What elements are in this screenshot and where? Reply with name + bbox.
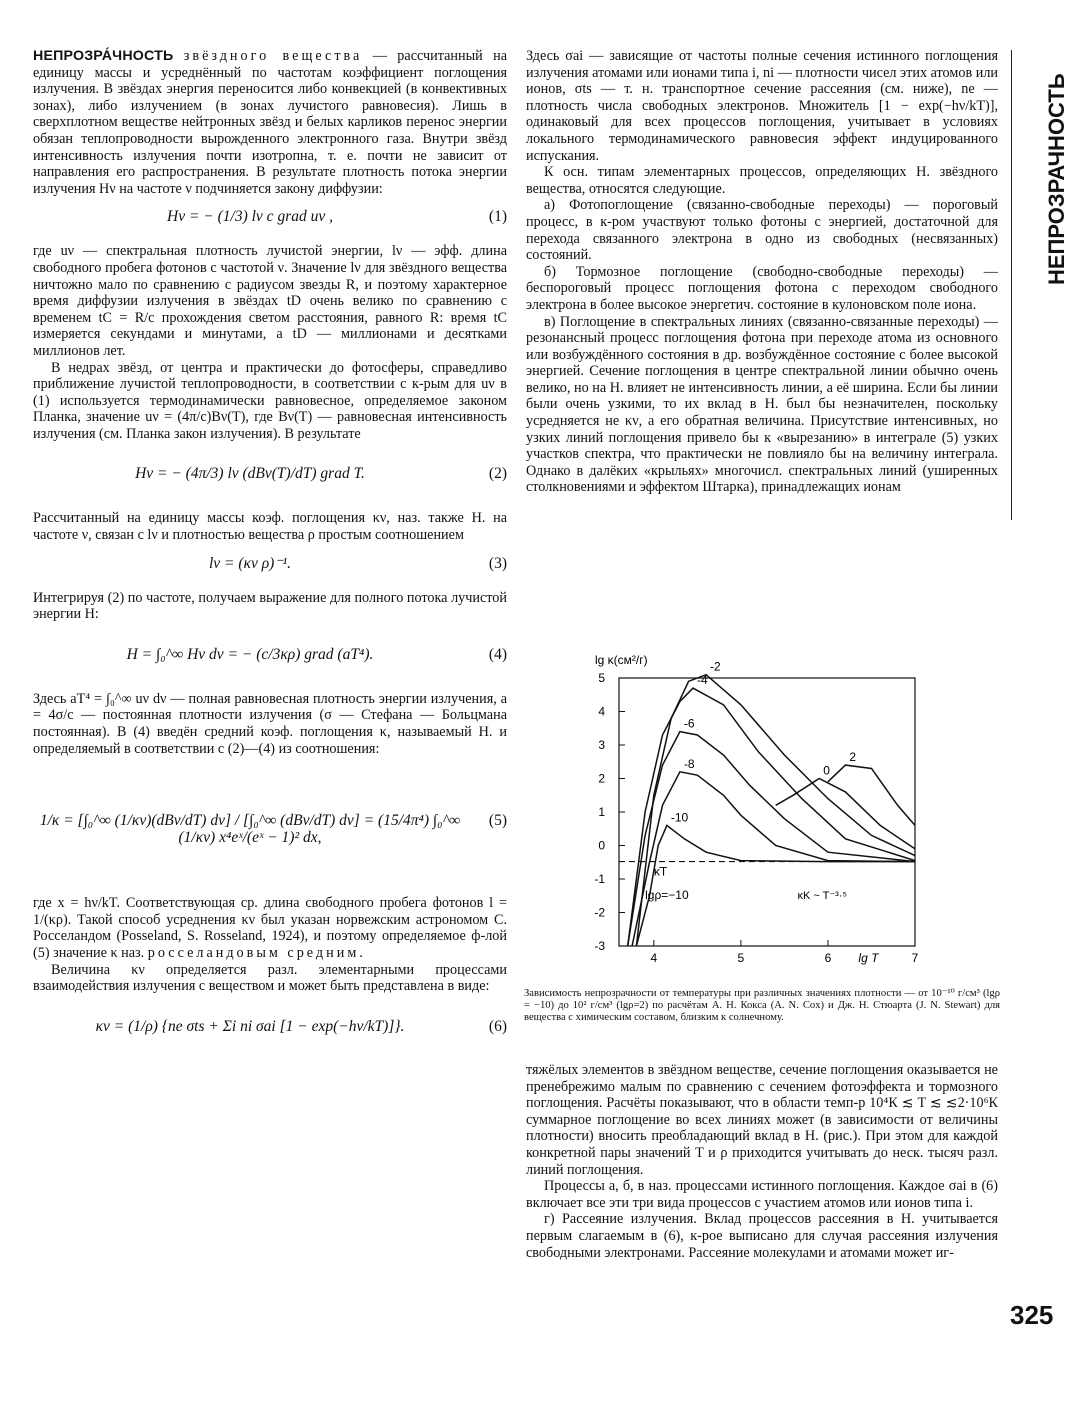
x-tick-label: 5 <box>737 951 745 965</box>
equation-1-number: (1) <box>488 208 507 226</box>
term-rosseland-mean: росселандовым средним. <box>147 945 366 961</box>
equation-3-number: (3) <box>488 554 507 572</box>
y-tick-label: -3 <box>594 939 605 953</box>
equation-3-formula: lν = (κν ρ)⁻¹. <box>208 554 292 572</box>
y-tick-label: 1 <box>598 805 605 819</box>
paragraph: а) Фотопоглощение (связанно-свободные переходы) — пороговый процесс, в к-ром участвуют только фотоны с энергией, достаточной для перехода связанного электрона в одно из свободных (несвязанных) состояний. <box>526 197 998 264</box>
equation-4-number: (4) <box>488 645 507 663</box>
equation-1 <box>33 203 507 237</box>
opacity-chart-svg <box>575 650 935 970</box>
plot-frame <box>619 678 915 946</box>
y-tick-label: -1 <box>594 872 605 886</box>
equation-2-formula: Hν = − (4π/3) lν (dBν(T)/dT) grad T. <box>135 465 365 483</box>
paragraph: б) Тормозное поглощение (свободно-свободные переходы) — беспороговый процесс поглощения фотона с переходом свободного электрона в более высокое энергетич. состояние в кулоновском поле иона. <box>526 263 998 313</box>
x-tick-label: 6 <box>824 951 832 965</box>
paragraph: Здесь aT⁴ = ∫₀^∞ uν dν — полная равновесная плотность энергии излучения, a = 4σ/c — постоянная плотности излучения (σ — Стефана — Больцмана постоянная). В (4) введён средний коэф. поглощения κ, называемый Н. и определяемый в соответствии с (2)—(4) из соотношения: <box>33 690 507 757</box>
paragraph: Величина κν определяется разл. элементарными процессами взаимодействия излучения с веществом и может быть представлена в виде: <box>33 961 507 995</box>
series-label: -4 <box>697 673 708 688</box>
running-head <box>1016 60 1069 300</box>
equation-6-formula: κν = (1/ρ) {ne σts + Σi ni σai [1 − exp(−hν/kT)]}. <box>95 1017 405 1035</box>
equation-4 <box>33 629 507 685</box>
equation-6-number: (6) <box>488 1017 507 1035</box>
series-line <box>632 772 915 946</box>
series-label: -10 <box>670 810 689 825</box>
paragraph: Интегрируя (2) по частоте, получаем выражение для полного потока лучистой энергии H: <box>33 589 507 623</box>
equation-5-formula: 1/κ = [∫₀^∞ (1/κν)(dBν/dT) dν] / [∫₀^∞ (dBν/dT) dν] = (15/4π⁴) ∫₀^∞ (1/κν) x⁴eˣ/(eˣ − 1)² dx, <box>39 812 461 846</box>
series-label: 2 <box>849 750 857 765</box>
right-column-continued <box>526 1062 998 1261</box>
figure-caption-text: Зависимость непрозрачности от температуры при различных значениях плотности — от 10⁻¹⁰ г/см³ (lgρ = −10) до 10² г/см³ (lgρ=2) по расчётам А. Н. Кокса (A. N. Cox) и Дж. Н. Стюарта (J. N. Stewart) для вещества с химическим составом, близким к солнечному. <box>524 987 1000 1023</box>
series-label: 0 <box>823 763 830 778</box>
series-line <box>636 825 915 946</box>
label-lgrho: lgρ=−10 <box>645 888 689 903</box>
y-tick-label: 4 <box>598 704 605 719</box>
equation-5-number: (5) <box>488 812 507 830</box>
intro-paragraph <box>33 48 507 197</box>
y-tick-label: 3 <box>598 738 605 752</box>
y-tick-label: 5 <box>598 671 605 685</box>
intro-text: — рассчитанный на единицу массы и усреднённый по частотам коэффициент поглощения излучения. В звёздах энергия переносится либо конвекцией (в конвективных зонах), либо излучением (в зонах лучистого равновесия). Лишь в сверхплотном веществе нейтронных звёзд и белых карликов перенос энергии обязан теплопроводности вырожденного электронного газа. Внутри звёзд интенсивность излучения почти изотропна, т. е. почти не зависит от направления его распространения. В результате плотность потока энергии излучения Hν на частоте ν подчиняется закону диффузии: <box>33 48 507 197</box>
paragraph: К осн. типам элементарных процессов, определяющих Н. звёздного вещества, относятся следующие. <box>526 164 998 197</box>
equation-1-formula: Hν = − (1/3) lν c grad uν , <box>167 208 333 226</box>
x-axis-label: lg T <box>858 951 879 965</box>
equation-3 <box>33 550 507 584</box>
series-label: -2 <box>710 659 721 674</box>
paragraph: где uν — спектральная плотность лучистой энергии, lν — эфф. длина свободного пробега фотонов с частотой ν. Значение lν для звёздного вещества ничтожно мало по сравнению с радиусом звезды R, и поэтому характерное время диффузии излучения в звёздах tD очень велико по сравнению с временем tC = R/c прохождения светом расстояния, равного R: время tC измеряется секундами и минутами, а tD — миллионами и десятками миллионов лет. <box>33 243 507 359</box>
paragraph: г) Рассеяние излучения. Вклад процессов рассеяния в Н. учитывается первым слагаемым в (6), к-рое выписано для случая рассеяния излучения свободными электронами. Рассеяние молекулами и атомами может иг- <box>526 1211 998 1261</box>
equation-5 <box>33 763 507 889</box>
left-column <box>33 48 507 1063</box>
x-tick-label: 7 <box>911 951 919 965</box>
y-axis-label: lg κ(см²/г) <box>595 653 648 667</box>
paragraph: тяжёлых элементов в звёздном веществе, сечение поглощения оказывается не пренебрежимо малым по сравнению с сечением фотоэффекта и тормозного поглощения. Расчёты показывают, что в области темп-р 10⁴К ≲ T ≲ ≲2·10⁶К суммарное поглощение во всех линиях может (в зависимости от величины плотности) вносить преобладающий вклад в Н. (рис.). При этом для каждой конкретной пары значений T и ρ приходится учитывать до неск. тысяч разл. линий поглощения. <box>526 1062 998 1178</box>
paragraph: Процессы а, б, в наз. процессами истинного поглощения. Каждое σai в (6) включает все эти три вида процессов с участием атомов или ионов типа i. <box>526 1178 998 1211</box>
paragraph-text: где x = hν/kT. Соответствующая ср. длина свободного пробега фотонов l = 1/(κρ). Такой способ усреднения κν был указан норвежским астрономом С. Росселандом (Рosseland, S. Rosseland, 1924), и поэтому определяемое ф-лой (5) значение κ наз. <box>33 895 507 961</box>
y-tick-label: 0 <box>598 838 605 853</box>
paragraph: Здесь σai — зависящие от частоты полные сечения истинного поглощения излучения атомами или ионами типа i, ni — плотности чисел этих атомов или ионов, σts — т. н. транспортное сечение рассеяния (см. ниже), ne — плотность числа свободных электронов. Множитель [1 − exp(−hν/kT)], одинаковый для всех процессов поглощения, учитывает в условиях локального термодинамического равновесия эффект индуцированного испускания. <box>526 48 998 164</box>
figure-caption <box>524 977 1000 1035</box>
series-line <box>628 732 915 946</box>
series-label: -6 <box>683 716 695 731</box>
paragraph <box>33 895 507 961</box>
paragraph: В недрах звёзд, от центра и практически до фотосферы, справедливо приближение лучистой теплопроводности, в соответствии с к-рым для uν в (1) используется термодинамически равновесное, определяемое законом Планка, значение uν = (4π/c)Bν(T), где Bν(T) — равновесная интенсивность излучения (см. Планка закон излучения). В результате <box>33 359 507 442</box>
paragraph: Рассчитанный на единицу массы коэф. поглощения κν, наз. также Н. на частоте ν, связан с lν и плотностью вещества ρ простым соотношением <box>33 510 507 544</box>
equation-4-formula: H = ∫₀^∞ Hν dν = − (c/3κρ) grad (aT⁴). <box>126 645 374 663</box>
opacity-chart <box>575 650 935 970</box>
y-tick-label: -2 <box>594 905 605 920</box>
series-label: -8 <box>683 756 695 771</box>
right-column <box>526 48 998 496</box>
entry-subject: звёздного вещества <box>183 48 363 64</box>
page-number: 325 <box>1010 1300 1054 1330</box>
y-tick-label: 2 <box>598 771 605 786</box>
paragraph: в) Поглощение в спектральных линиях (связанно-связанные переходы) — резонансный процесс поглощения фотона при переходе атома из основного или возбуждённого состояния в др. возбуждённое состояние с более высокой энергией. Сечение поглощения в центре спектральной линии обычно очень велико, но на Н. влияет не интенсивность линии, а её ширина. Если бы линии были очень узкими, то их вклад в Н. был бы незначителен, поскольку усредняется не κν, а его обратная величина. Присутствие интенсивных, но узких линий поглощения привело бы к «вырезанию» в интеграле (5) узких участков спектра, что практически не повлияло бы на величину интеграла. Однако в далёких «крыльях» многочисл. спектральных линий (уширенных столкновениями и эффектом Штарка), принадлежащих ионам <box>526 313 998 496</box>
equation-2 <box>33 448 507 504</box>
equation-2-number: (2) <box>488 465 507 483</box>
label-kappa-T: κ̇T <box>653 864 668 879</box>
x-tick-label: 4 <box>650 951 658 965</box>
equation-6 <box>33 1001 507 1057</box>
entry-term: НЕПРОЗРА́ЧНОСТЬ <box>33 48 174 64</box>
sidebar-rule <box>1011 50 1012 520</box>
label-kappa-K: κK ~ T⁻³·⁵ <box>797 890 848 903</box>
running-head-text: НЕПРОЗРАЧНОСТЬ <box>1044 73 1069 285</box>
